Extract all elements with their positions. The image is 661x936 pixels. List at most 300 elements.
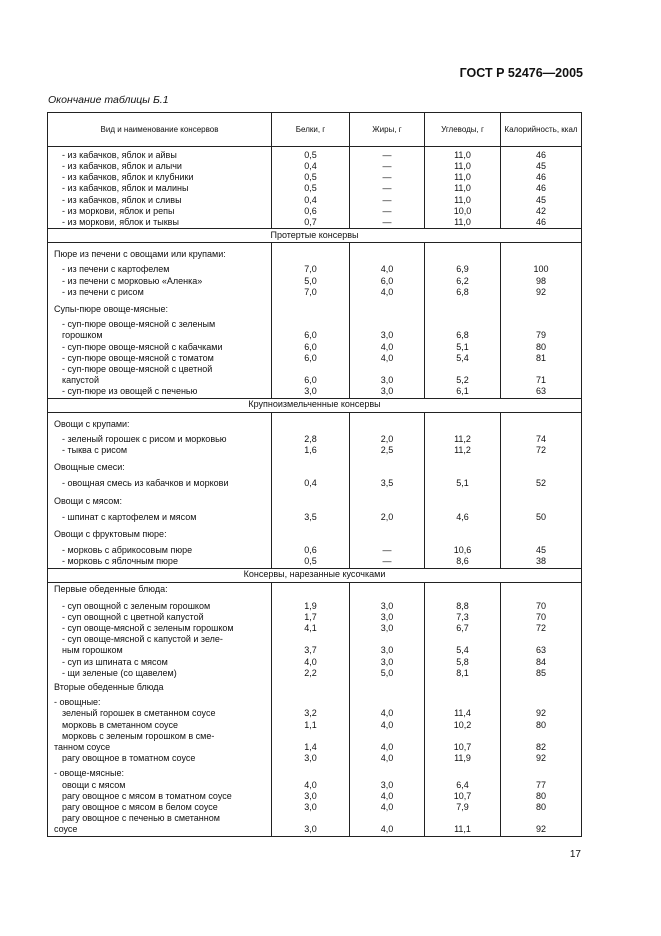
product-name: зеленый горошек в сметанном соусе xyxy=(48,708,272,719)
carbs-value: 10,2 xyxy=(425,720,501,731)
fat-value: — xyxy=(350,195,425,206)
product-name: капустой xyxy=(48,375,272,386)
fat-value xyxy=(350,693,425,708)
carbs-value: 5,4 xyxy=(425,645,501,656)
calories-value: 85 xyxy=(501,668,582,679)
table-row xyxy=(48,364,582,375)
product-name: горошком xyxy=(48,330,272,341)
calories-value: 92 xyxy=(501,287,582,298)
protein-value: 7,0 xyxy=(272,260,350,275)
protein-value: 6,0 xyxy=(272,330,350,341)
table-row xyxy=(48,813,582,824)
protein-value: 3,0 xyxy=(272,386,350,398)
nutrition-table xyxy=(47,112,582,837)
carbs-value xyxy=(425,731,501,742)
carbs-value: 11,2 xyxy=(425,430,501,445)
protein-value: 0,5 xyxy=(272,183,350,194)
protein-value xyxy=(272,582,350,596)
table-row xyxy=(48,507,582,523)
table-row xyxy=(48,679,582,693)
table-row xyxy=(48,172,582,183)
carbs-value xyxy=(425,412,501,430)
calories-value xyxy=(501,634,582,645)
product-name: - суп из шпината с мясом xyxy=(48,657,272,668)
carbs-value: 11,0 xyxy=(425,183,501,194)
carbs-value: 7,3 xyxy=(425,612,501,623)
product-name: морковь в сметанном соусе xyxy=(48,720,272,731)
table-row xyxy=(48,764,582,779)
protein-value: 0,4 xyxy=(272,161,350,172)
fat-value: 4,0 xyxy=(350,720,425,731)
table-row xyxy=(48,720,582,731)
protein-value: 3,0 xyxy=(272,791,350,802)
calories-value xyxy=(501,364,582,375)
fat-value: 6,0 xyxy=(350,276,425,287)
protein-value xyxy=(272,693,350,708)
product-name: - из печени с картофелем xyxy=(48,260,272,275)
protein-value xyxy=(272,764,350,779)
fat-value: 4,0 xyxy=(350,824,425,836)
carbs-value: 6,8 xyxy=(425,287,501,298)
product-name: рагу овощное с мясом в томатном соусе xyxy=(48,791,272,802)
product-name: рагу овощное с печенью в сметанном xyxy=(48,813,272,824)
fat-value: — xyxy=(350,172,425,183)
carbs-value: 5,2 xyxy=(425,375,501,386)
carbs-value: 5,4 xyxy=(425,353,501,364)
fat-value: 3,0 xyxy=(350,780,425,791)
calories-value xyxy=(501,456,582,473)
table-body xyxy=(48,147,582,837)
fat-value: — xyxy=(350,217,425,229)
fat-value: 3,0 xyxy=(350,612,425,623)
fat-value: 3,0 xyxy=(350,596,425,612)
carbs-value: 10,0 xyxy=(425,206,501,217)
product-name: Овощи с мясом: xyxy=(48,490,272,507)
protein-value: 3,2 xyxy=(272,708,350,719)
calories-value: 80 xyxy=(501,342,582,353)
protein-value: 1,1 xyxy=(272,720,350,731)
calories-value xyxy=(501,679,582,693)
protein-value xyxy=(272,412,350,430)
protein-value: 3,0 xyxy=(272,802,350,813)
table-row xyxy=(48,753,582,764)
column-header-fat: Жиры, г xyxy=(350,113,425,147)
calories-value: 71 xyxy=(501,375,582,386)
column-header-protein: Белки, г xyxy=(272,113,350,147)
carbs-value xyxy=(425,315,501,330)
table-row xyxy=(48,315,582,330)
product-name: Овощные смеси: xyxy=(48,456,272,473)
calories-value: 98 xyxy=(501,276,582,287)
protein-value: 6,0 xyxy=(272,353,350,364)
fat-value xyxy=(350,634,425,645)
protein-value: 3,0 xyxy=(272,753,350,764)
fat-value xyxy=(350,243,425,261)
fat-value: 4,0 xyxy=(350,753,425,764)
table-row xyxy=(48,386,582,398)
table-row xyxy=(48,645,582,656)
calories-value: 84 xyxy=(501,657,582,668)
protein-value: 1,6 xyxy=(272,445,350,456)
table-row xyxy=(48,217,582,229)
product-name: - зеленый горошек с рисом и морковью xyxy=(48,430,272,445)
column-header-calories: Калорийность, ккал xyxy=(501,113,582,147)
table-row xyxy=(48,243,582,261)
carbs-value xyxy=(425,813,501,824)
calories-value: 70 xyxy=(501,612,582,623)
fat-value: 2,5 xyxy=(350,445,425,456)
carbs-value xyxy=(425,582,501,596)
carbs-value xyxy=(425,693,501,708)
product-name: - морковь с яблочным пюре xyxy=(48,556,272,568)
fat-value xyxy=(350,813,425,824)
carbs-value: 6,7 xyxy=(425,623,501,634)
calories-value: 70 xyxy=(501,596,582,612)
table-row xyxy=(48,412,582,430)
fat-value: — xyxy=(350,161,425,172)
table-header-row xyxy=(48,113,582,147)
protein-value: 6,0 xyxy=(272,342,350,353)
fat-value: 3,0 xyxy=(350,645,425,656)
calories-value: 80 xyxy=(501,791,582,802)
carbs-value xyxy=(425,764,501,779)
calories-value xyxy=(501,731,582,742)
protein-value xyxy=(272,364,350,375)
fat-value: 5,0 xyxy=(350,668,425,679)
section-row xyxy=(48,568,582,582)
product-name: Первые обеденные блюда: xyxy=(48,582,272,596)
calories-value: 52 xyxy=(501,473,582,489)
table-caption: Окончание таблицы Б.1 xyxy=(48,94,169,106)
table-row xyxy=(48,612,582,623)
calories-value xyxy=(501,315,582,330)
carbs-value: 8,6 xyxy=(425,556,501,568)
section-row xyxy=(48,229,582,243)
carbs-value: 11,0 xyxy=(425,195,501,206)
protein-value xyxy=(272,523,350,540)
calories-value xyxy=(501,412,582,430)
calories-value: 46 xyxy=(501,147,582,162)
protein-value xyxy=(272,456,350,473)
protein-value: 4,0 xyxy=(272,657,350,668)
product-name: - из печени с морковью «Аленка» xyxy=(48,276,272,287)
fat-value: 3,5 xyxy=(350,473,425,489)
product-name: - овощные: xyxy=(48,693,272,708)
carbs-value xyxy=(425,634,501,645)
fat-value: 4,0 xyxy=(350,353,425,364)
table-row xyxy=(48,353,582,364)
calories-value xyxy=(501,764,582,779)
carbs-value: 7,9 xyxy=(425,802,501,813)
protein-value: 4,0 xyxy=(272,780,350,791)
table-row xyxy=(48,708,582,719)
fat-value xyxy=(350,764,425,779)
fat-value: 2,0 xyxy=(350,430,425,445)
calories-value: 80 xyxy=(501,720,582,731)
fat-value: 4,0 xyxy=(350,260,425,275)
calories-value: 45 xyxy=(501,195,582,206)
fat-value: — xyxy=(350,556,425,568)
fat-value: 2,0 xyxy=(350,507,425,523)
product-name: - из кабачков, яблок и клубники xyxy=(48,172,272,183)
protein-value: 0,6 xyxy=(272,540,350,556)
column-header-name: Вид и наименование консервов xyxy=(48,113,272,147)
carbs-value: 11,9 xyxy=(425,753,501,764)
calories-value: 42 xyxy=(501,206,582,217)
protein-value: 2,8 xyxy=(272,430,350,445)
table-row xyxy=(48,657,582,668)
calories-value: 63 xyxy=(501,645,582,656)
product-name: - тыква с рисом xyxy=(48,445,272,456)
product-name: - суп овощной с зеленым горошком xyxy=(48,596,272,612)
table-row xyxy=(48,540,582,556)
table-row xyxy=(48,490,582,507)
calories-value: 45 xyxy=(501,540,582,556)
product-name: - из кабачков, яблок и малины xyxy=(48,183,272,194)
product-name: - из кабачков, яблок и айвы xyxy=(48,147,272,162)
carbs-value: 11,0 xyxy=(425,172,501,183)
product-name: Пюре из печени с овощами или крупами: xyxy=(48,243,272,261)
protein-value xyxy=(272,679,350,693)
table-row xyxy=(48,147,582,162)
carbs-value xyxy=(425,490,501,507)
protein-value xyxy=(272,634,350,645)
section-heading: Протертые консервы xyxy=(48,229,582,243)
product-name: - из кабачков, яблок и алычи xyxy=(48,161,272,172)
protein-value: 0,4 xyxy=(272,473,350,489)
carbs-value: 5,1 xyxy=(425,342,501,353)
calories-value: 74 xyxy=(501,430,582,445)
calories-value: 46 xyxy=(501,183,582,194)
product-name: Вторые обеденные блюда xyxy=(48,679,272,693)
product-name: - суп овоще-мясной с зеленым горошком xyxy=(48,623,272,634)
carbs-value: 5,8 xyxy=(425,657,501,668)
calories-value: 82 xyxy=(501,742,582,753)
product-name: - из кабачков, яблок и сливы xyxy=(48,195,272,206)
carbs-value: 11,4 xyxy=(425,708,501,719)
fat-value xyxy=(350,315,425,330)
protein-value: 0,4 xyxy=(272,195,350,206)
carbs-value: 8,8 xyxy=(425,596,501,612)
table-row xyxy=(48,473,582,489)
table-row xyxy=(48,802,582,813)
protein-value: 0,6 xyxy=(272,206,350,217)
protein-value xyxy=(272,315,350,330)
product-name: - суп овощной с цветной капустой xyxy=(48,612,272,623)
fat-value: 4,0 xyxy=(350,708,425,719)
fat-value xyxy=(350,490,425,507)
table-row xyxy=(48,183,582,194)
protein-value: 0,7 xyxy=(272,217,350,229)
fat-value xyxy=(350,523,425,540)
product-name: - шпинат с картофелем и мясом xyxy=(48,507,272,523)
calories-value: 46 xyxy=(501,217,582,229)
calories-value: 72 xyxy=(501,445,582,456)
protein-value: 3,0 xyxy=(272,824,350,836)
table-row xyxy=(48,780,582,791)
table-row xyxy=(48,260,582,275)
table-row xyxy=(48,596,582,612)
product-name: - суп-пюре овоще-мясной с зеленым xyxy=(48,315,272,330)
table-row xyxy=(48,456,582,473)
table-row xyxy=(48,430,582,445)
protein-value xyxy=(272,813,350,824)
table-row xyxy=(48,556,582,568)
calories-value: 92 xyxy=(501,753,582,764)
product-name: - из печени с рисом xyxy=(48,287,272,298)
section-row xyxy=(48,398,582,412)
carbs-value: 11,0 xyxy=(425,217,501,229)
protein-value: 3,7 xyxy=(272,645,350,656)
table-row xyxy=(48,731,582,742)
product-name: Овощи с фруктовым пюре: xyxy=(48,523,272,540)
calories-value: 81 xyxy=(501,353,582,364)
calories-value xyxy=(501,813,582,824)
carbs-value: 5,1 xyxy=(425,473,501,489)
fat-value: 3,0 xyxy=(350,657,425,668)
table-row xyxy=(48,634,582,645)
protein-value: 0,5 xyxy=(272,172,350,183)
carbs-value: 10,6 xyxy=(425,540,501,556)
calories-value xyxy=(501,243,582,261)
table-row xyxy=(48,742,582,753)
fat-value: — xyxy=(350,206,425,217)
fat-value xyxy=(350,364,425,375)
table-row xyxy=(48,287,582,298)
product-name: рагу овощное в томатном соусе xyxy=(48,753,272,764)
protein-value: 7,0 xyxy=(272,287,350,298)
product-name: рагу овощное с мясом в белом соусе xyxy=(48,802,272,813)
protein-value: 3,5 xyxy=(272,507,350,523)
page-number: 17 xyxy=(569,849,581,860)
fat-value: 3,0 xyxy=(350,330,425,341)
calories-value: 77 xyxy=(501,780,582,791)
product-name: танном соусе xyxy=(48,742,272,753)
carbs-value: 4,6 xyxy=(425,507,501,523)
table-row xyxy=(48,582,582,596)
product-name: - суп-пюре овоще-мясной с томатом xyxy=(48,353,272,364)
fat-value: 4,0 xyxy=(350,287,425,298)
product-name: - морковь с абрикосовым пюре xyxy=(48,540,272,556)
carbs-value: 11,0 xyxy=(425,161,501,172)
protein-value: 5,0 xyxy=(272,276,350,287)
table-row xyxy=(48,298,582,315)
fat-value xyxy=(350,731,425,742)
table-row xyxy=(48,445,582,456)
protein-value: 1,9 xyxy=(272,596,350,612)
protein-value: 0,5 xyxy=(272,556,350,568)
table-row xyxy=(48,375,582,386)
calories-value: 63 xyxy=(501,386,582,398)
product-name: Овощи с крупами: xyxy=(48,412,272,430)
product-name: - суп-пюре из овощей с печенью xyxy=(48,386,272,398)
column-header-carbs: Углеводы, г xyxy=(425,113,501,147)
fat-value: — xyxy=(350,183,425,194)
table-row xyxy=(48,791,582,802)
fat-value: 3,0 xyxy=(350,386,425,398)
fat-value xyxy=(350,298,425,315)
carbs-value xyxy=(425,523,501,540)
carbs-value: 6,2 xyxy=(425,276,501,287)
fat-value: 4,0 xyxy=(350,791,425,802)
calories-value: 45 xyxy=(501,161,582,172)
product-name: - суп овоще-мясной с капустой и зеле- xyxy=(48,634,272,645)
calories-value xyxy=(501,693,582,708)
table-row xyxy=(48,206,582,217)
fat-value xyxy=(350,679,425,693)
product-name: овощи с мясом xyxy=(48,780,272,791)
product-name: - щи зеленые (со щавелем) xyxy=(48,668,272,679)
protein-value: 2,2 xyxy=(272,668,350,679)
section-heading: Консервы, нарезанные кусочками xyxy=(48,568,582,582)
carbs-value xyxy=(425,456,501,473)
carbs-value: 6,9 xyxy=(425,260,501,275)
carbs-value: 11,1 xyxy=(425,824,501,836)
fat-value xyxy=(350,456,425,473)
fat-value: 4,0 xyxy=(350,342,425,353)
product-name: - овощная смесь из кабачков и моркови xyxy=(48,473,272,489)
fat-value: 4,0 xyxy=(350,802,425,813)
protein-value: 1,4 xyxy=(272,742,350,753)
table-row xyxy=(48,623,582,634)
product-name: ным горошком xyxy=(48,645,272,656)
carbs-value: 6,4 xyxy=(425,780,501,791)
carbs-value: 10,7 xyxy=(425,791,501,802)
carbs-value: 11,2 xyxy=(425,445,501,456)
calories-value: 46 xyxy=(501,172,582,183)
carbs-value xyxy=(425,298,501,315)
protein-value: 0,5 xyxy=(272,147,350,162)
protein-value xyxy=(272,243,350,261)
fat-value: — xyxy=(350,540,425,556)
calories-value: 100 xyxy=(501,260,582,275)
table-row xyxy=(48,523,582,540)
product-name: - суп-пюре овоще-мясной с цветной xyxy=(48,364,272,375)
calories-value: 80 xyxy=(501,802,582,813)
protein-value: 6,0 xyxy=(272,375,350,386)
product-name: - из моркови, яблок и тыквы xyxy=(48,217,272,229)
carbs-value: 6,1 xyxy=(425,386,501,398)
carbs-value xyxy=(425,243,501,261)
table-row xyxy=(48,342,582,353)
protein-value: 1,7 xyxy=(272,612,350,623)
protein-value xyxy=(272,298,350,315)
calories-value: 92 xyxy=(501,708,582,719)
product-name: Супы-пюре овоще-мясные: xyxy=(48,298,272,315)
product-name: - из моркови, яблок и репы xyxy=(48,206,272,217)
calories-value: 38 xyxy=(501,556,582,568)
fat-value xyxy=(350,582,425,596)
table-row xyxy=(48,161,582,172)
protein-value xyxy=(272,731,350,742)
product-name: морковь с зеленым горошком в сме- xyxy=(48,731,272,742)
calories-value: 50 xyxy=(501,507,582,523)
fat-value xyxy=(350,412,425,430)
carbs-value: 10,7 xyxy=(425,742,501,753)
product-name: - овоще-мясные: xyxy=(48,764,272,779)
calories-value xyxy=(501,523,582,540)
calories-value: 79 xyxy=(501,330,582,341)
product-name: соусе xyxy=(48,824,272,836)
carbs-value xyxy=(425,364,501,375)
fat-value: — xyxy=(350,147,425,162)
table-row xyxy=(48,693,582,708)
protein-value: 4,1 xyxy=(272,623,350,634)
standard-number: ГОСТ Р 52476—2005 xyxy=(459,66,583,80)
product-name: - суп-пюре овоще-мясной с кабачками xyxy=(48,342,272,353)
fat-value: 4,0 xyxy=(350,742,425,753)
table-row xyxy=(48,195,582,206)
